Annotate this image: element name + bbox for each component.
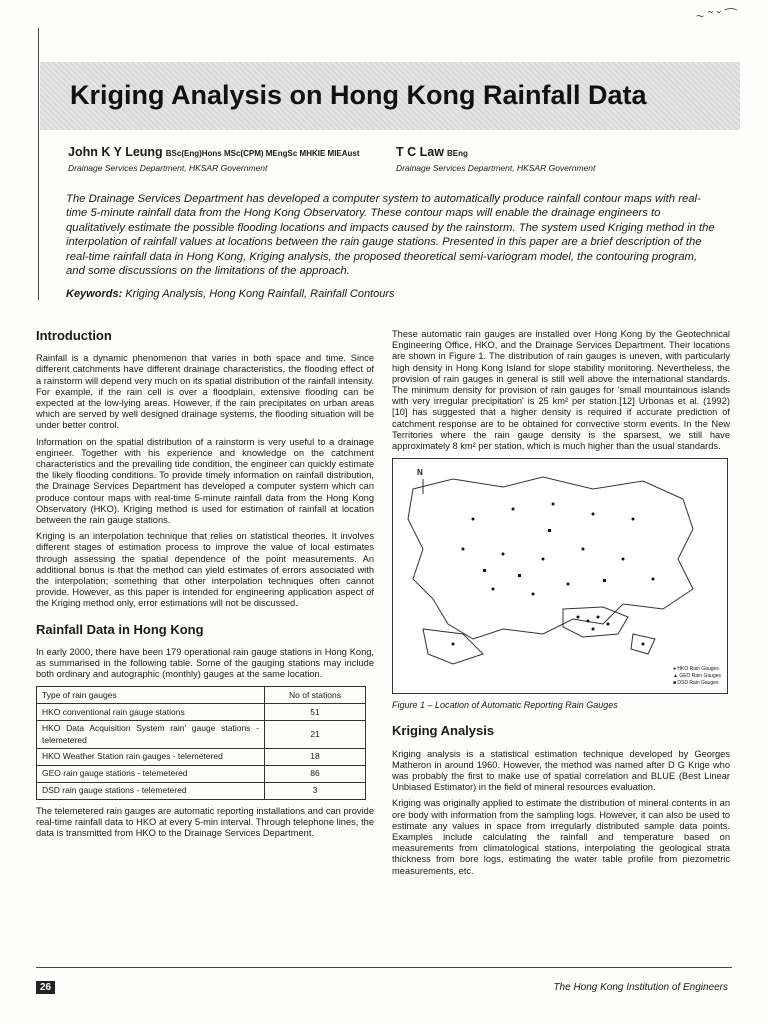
table-cell: HKO conventional rain gauge stations bbox=[37, 704, 265, 721]
table-row bbox=[37, 782, 366, 799]
hong-kong-map-icon bbox=[393, 459, 727, 693]
table-cell: HKO Data Acquisition System rain′ gauge stations - telemetered bbox=[37, 721, 265, 748]
rain-gauge-map bbox=[392, 458, 728, 694]
table-cell: 51 bbox=[265, 704, 366, 721]
table-cell: HKO Weather Station rain gauges - telemetered bbox=[37, 748, 265, 765]
table-cell: GEO rain gauge stations - telemetered bbox=[37, 765, 265, 782]
abstract: The Drainage Services Department has developed a computer system to automatically produce rainfall contour maps with real-time 5-minute rainfall data from the Hong Kong Observatory. These contour maps will enable the drainage engineers to qualitatively estimate the possible flooding locations and impacts caused by the rainstorm. The system used Kriging method in the interpolation of rainfall values at locations between the rain gauge stations. Presented in this paper are a brief description of the real-time rainfall data in Hong Kong, Kriging analysis, the proposed theoretical semi-variogram model, the contouring program, and some discussions on the limitations of the approach. bbox=[66, 193, 715, 278]
section-heading-introduction: Introduction bbox=[36, 328, 112, 343]
author-affiliation: Drainage Services Department, HKSAR Government bbox=[68, 163, 268, 173]
map-legend bbox=[673, 666, 721, 687]
handwritten-mark: ~ ˜ ˇ ⁀ bbox=[696, 8, 737, 24]
paragraph: In early 2000, there have been 179 operational rain gauge stations in Hong Kong, as summarised in the following table. Some of the gauging stations may include both ordinary and autographic (monthly) gauges at the same location. bbox=[36, 646, 374, 680]
author-name: John K Y Leung bbox=[68, 145, 163, 159]
section-heading-rainfall: Rainfall Data in Hong Kong bbox=[36, 621, 204, 637]
footer-rule bbox=[36, 967, 732, 968]
paragraph: Kriging analysis is a statistical estimation technique developed by Georges Matheron in around 1960. However, the method was named after D G Krige who was probably the first to make use of spatial correlation and BLUE (Best Linear Unbiased Estimator) in the field of mineral resources evaluation. bbox=[392, 748, 730, 793]
table-cell: DSD rain gauge stations - telemetered bbox=[37, 782, 265, 799]
left-rule bbox=[38, 28, 39, 300]
author-quals: BSc(Eng)Hons MSc(CPM) MEngSc MHKIE MIEAust bbox=[165, 149, 360, 158]
author-1 bbox=[68, 145, 360, 175]
paragraph: Kriging was originally applied to estimate the distribution of mineral contents in an ore body with information from the sampling logs. However, it can also be used to estimate any values in space from irregularly distributed sample data points. Examples include calculating the rainfall and temperature based on measurements from climatological stations, interpolating the geological strata thickness from bore logs, estimating the water table profile from piezometric measurements, etc. bbox=[392, 798, 730, 876]
table-header-row bbox=[37, 687, 366, 704]
author-2 bbox=[396, 145, 595, 175]
table-cell: 21 bbox=[265, 721, 366, 748]
table-cell: 86 bbox=[265, 765, 366, 782]
legend-item: ● HKO Rain Gauges bbox=[672, 666, 719, 673]
north-arrow-label: N bbox=[417, 468, 423, 478]
right-column bbox=[392, 329, 730, 882]
legend-item: ■ DSD Rain Gauges bbox=[672, 680, 719, 687]
rain-gauge-table bbox=[36, 686, 366, 799]
table-row bbox=[37, 765, 366, 782]
publisher-name: The Hong Kong Institution of Engineers bbox=[553, 982, 728, 993]
keywords-text: Kriging Analysis, Hong Kong Rainfall, Rainfall Contours bbox=[125, 288, 395, 300]
paragraph: Rainfall is a dynamic phenomenon that varies in both space and time. Since different catchments have different drainage characteristics, the flooding effect of a rainstorm will depend very much on its spatial distribution of the rainfall intensity. For example, if the rain cell is over a floodplain, extensive flooding can be expected at the low-lying areas. However, if the rain precipitates on urban areas which are served by well designed drainage systems, the flooding situation will be under better control. bbox=[36, 353, 374, 431]
keywords bbox=[66, 288, 395, 300]
legend-item: ▲ GEO Rain Gauges bbox=[672, 673, 721, 680]
paragraph: These automatic rain gauges are installed over Hong Kong by the Geotechnical Engineering Office, HKO, and the Drainage Services Department. Their locations are shown in Figure 1. The distribution of rain gauges is uneven, with particularly high density in Hong Kong Island for slope stability monitoring. Nevertheless, the provision of rain gauges in general is still well above the international standards. The minimum density for provision of rain gauges for 'small mountainous islands with very irregular precipitation' is 25 km² per station.[12] Urbonas et al. (1992) [10] has suggested that a higher density is required if accurate prediction of catchment response are to be obtained for convective storm events. In the New Territories where the rain gauge density is the sparsest, we still have approximately 8 km² per station, which is much higher than the usual standards. bbox=[392, 329, 730, 452]
author-name: T C Law bbox=[396, 145, 444, 159]
table-cell: 3 bbox=[265, 782, 366, 799]
paragraph: Information on the spatial distribution of a rainstorm is very useful to a drainage engineer. Together with his experience and knowledge on the catchment characteristics and the prevailing tide condition, the engineer can quickly estimate the likely flooding conditions. To provide timely information on rainfall distribution, the Drainage Services Department has developed a computer system which can produce contour maps with real-time 5-minute rainfall data from the Hong Kong Observatory (HKO). Kriging method is used for estimation of rainfall at location between the rain gauge stations. bbox=[36, 436, 374, 526]
table-header: No of stations bbox=[265, 687, 366, 704]
author-affiliation: Drainage Services Department, HKSAR Government bbox=[396, 163, 596, 173]
table-row bbox=[37, 748, 366, 765]
section-heading-kriging: Kriging Analysis bbox=[392, 723, 495, 739]
left-column bbox=[36, 330, 374, 845]
page-title: Kriging Analysis on Hong Kong Rainfall Data bbox=[70, 80, 647, 110]
table-header: Type of rain gauges bbox=[37, 687, 265, 704]
paragraph: Kriging is an interpolation technique that relies on statistical theories. It involves different stages of estimation process to improve the value of local estimates through assessing the spatial dependence of the point measurements. An additional bonus is that the method can yield estimates of errors associated with the interpolation; something that other interpolation techniques often cannot provide. However, as this paper is intended for engineering application aspect of the Kriging method only, error estimations will not be discussed. bbox=[36, 531, 374, 609]
keywords-label: Keywords: bbox=[66, 288, 123, 300]
table-row bbox=[37, 721, 366, 748]
table-cell: 18 bbox=[265, 748, 366, 765]
page-number: 26 bbox=[36, 981, 55, 994]
figure-caption: Figure 1 – Location of Automatic Reporting Rain Gauges bbox=[392, 700, 618, 711]
author-quals: BEng bbox=[446, 149, 468, 158]
paragraph: The telemetered rain gauges are automatic reporting installations and can provide real-time rainfall data to HKO at every 5-min interval. Through telephone lines, the data is transmitted from HKO to the Drainage Services Department. bbox=[36, 805, 374, 839]
table-row bbox=[37, 704, 366, 721]
